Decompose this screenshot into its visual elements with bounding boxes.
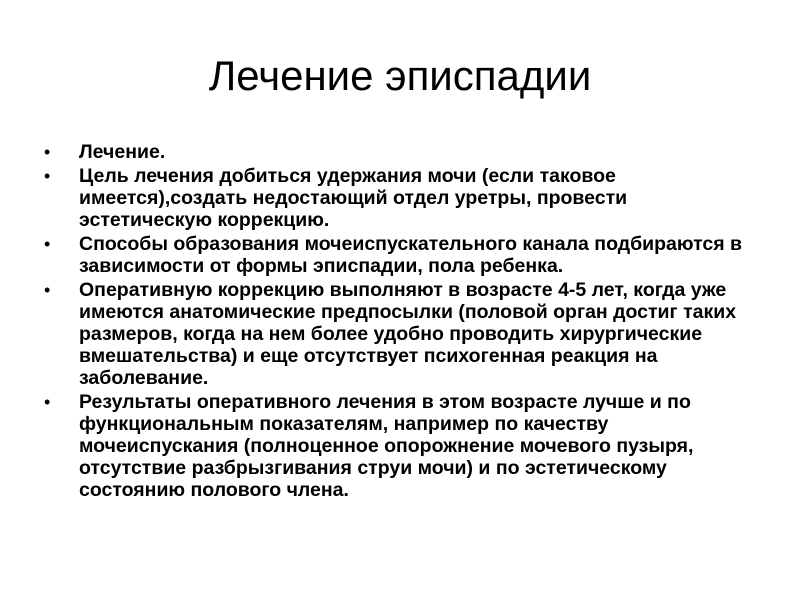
- bullet-item: [40, 165, 755, 231]
- bullet-text: Цель лечения добиться удержания мочи (если таковое имеется),создать недостающий отдел уретры, провести эстетическую коррекцию.: [79, 165, 628, 231]
- bullet-text: Результаты оперативного лечения в этом возрасте лучше и по функциональным показателям, например по качеству мочеиспускания (полноценное опорожнение мочевого пузыря, отсутствие разбрызгивания струи мочи) и по эстетическому состоянию полового члена.: [79, 391, 694, 501]
- bullet-text: Лечение.: [79, 141, 166, 163]
- bullet-item: [40, 233, 755, 277]
- bullet-marker: •: [44, 234, 51, 254]
- bullet-item: [40, 391, 755, 501]
- bullet-marker: •: [44, 166, 51, 186]
- bullet-text: Оперативную коррекцию выполняют в возрасте 4-5 лет, когда уже имеются анатомические предпосылки (половой орган достиг таких размеров, когда на нем более удобно проводить хирургические вмешательства) и еще отсутствует психогенная реакция на заболевание.: [79, 279, 737, 389]
- bullet-marker: •: [44, 392, 51, 412]
- bullet-list: [40, 141, 755, 503]
- bullet-item: [40, 279, 755, 389]
- slide-title: Лечение эписпадии: [208, 52, 592, 99]
- bullet-marker: •: [44, 142, 51, 162]
- bullet-marker: •: [44, 280, 51, 300]
- bullet-text: Способы образования мочеиспускательного канала подбираются в зависимости от формы эписпадии, пола ребенка.: [79, 233, 742, 277]
- bullet-item: [40, 141, 755, 163]
